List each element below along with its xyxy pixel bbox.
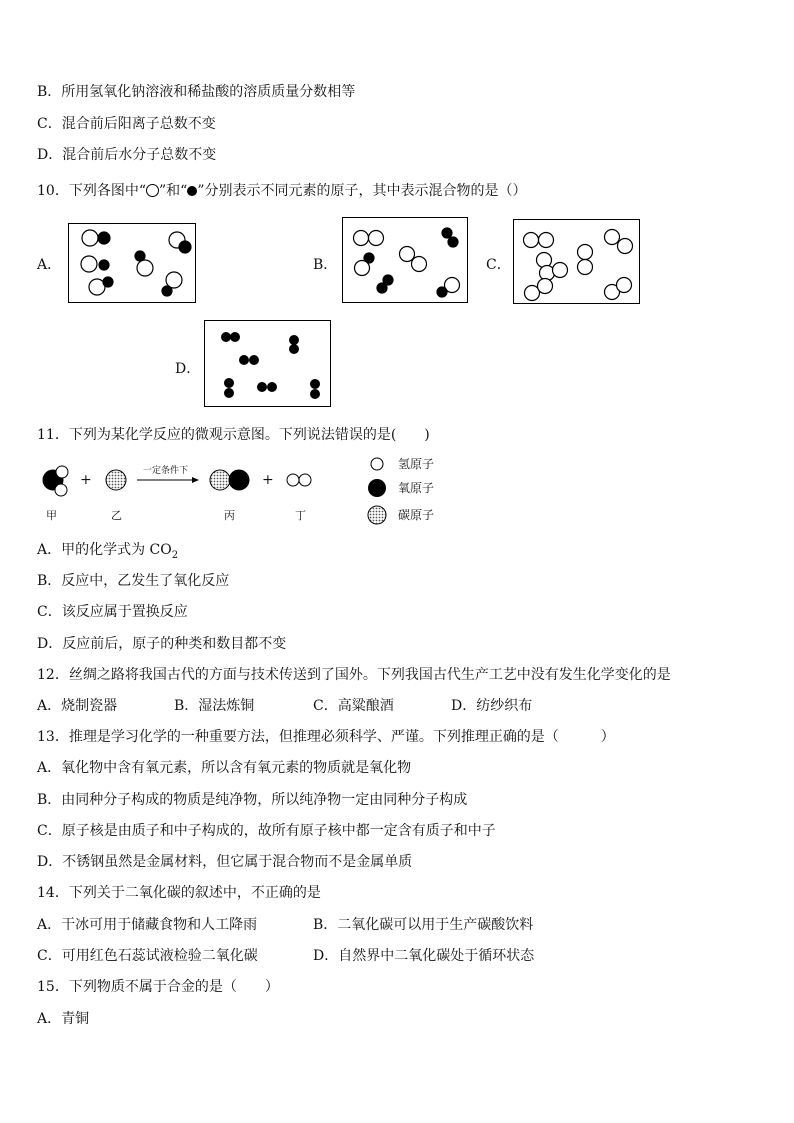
- q10-label-b: B．: [313, 257, 338, 273]
- q11-plus-2: +: [262, 472, 274, 488]
- q14-option-c: C．可用红色石蕊试液检验二氧化碳: [37, 948, 258, 964]
- legend-oxygen-icon: [368, 479, 386, 497]
- q13-option-c: C．原子核是由质子和中子构成的，故所有原子核中都一定含有质子和中子: [37, 823, 496, 839]
- q11-caption-bing: 丙: [224, 509, 235, 522]
- q14-stem: 14．下列关于二氧化碳的叙述中，不正确的是: [37, 885, 321, 901]
- q13-option-d: D．不锈钢虽然是金属材料，但它属于混合物而不是金属单质: [37, 854, 413, 870]
- q12-option-d: D．纺纱织布: [451, 698, 533, 714]
- q9-option-c: C．混合前后阳离子总数不变: [37, 116, 216, 132]
- q11-option-b: B．反应中，乙发生了氧化反应: [37, 573, 230, 589]
- legend-carbon-label: 碳原子: [398, 508, 435, 522]
- q15-stem: 15．下列物质不属于合金的是（ ）: [37, 979, 279, 995]
- q9-option-b: B．所用氢氧化钠溶液和稀盐酸的溶质质量分数相等: [37, 84, 356, 100]
- q10-figure-b-atoms: [343, 218, 469, 304]
- molecule-bing: [210, 470, 249, 490]
- q10-figure-a-atoms: [69, 224, 197, 304]
- q11-option-a-subscript: 2: [171, 549, 179, 561]
- q15-option-a: A．青铜: [37, 1011, 90, 1027]
- legend-carbon-icon: [368, 506, 386, 524]
- q10-figure-a: [68, 223, 196, 303]
- q11-caption-ding: 丁: [295, 509, 306, 522]
- q10-figure-c: [513, 219, 640, 304]
- legend-hydrogen-icon: [371, 458, 383, 470]
- q10-label-c: C．: [486, 257, 511, 273]
- legend-hydrogen-label: 氢原子: [398, 457, 435, 471]
- q9-option-d: D．混合前后水分子总数不变: [37, 147, 217, 163]
- q12-option-c: C．高粱酿酒: [313, 698, 394, 714]
- white-atom-icon: [146, 184, 159, 197]
- q11-reaction-diagram: [0, 450, 794, 530]
- q10-stem: [37, 182, 526, 200]
- q10-figure-d-atoms: [205, 321, 332, 408]
- q10-figure-b: [342, 217, 468, 303]
- q10-label-a: A．: [37, 257, 62, 273]
- q11-option-d: D．反应前后，原子的种类和数目都不变: [37, 636, 287, 652]
- q10-stem-part-2: ”和“: [158, 183, 188, 199]
- q13-option-a: A．氧化物中含有氧元素，所以含有氧元素的物质就是氧化物: [37, 760, 412, 776]
- molecule-jia: [43, 466, 68, 496]
- q12-stem: 12．丝绸之路将我国古代的方面与技术传送到了国外。下列我国古代生产工艺中没有发生化学变化的是: [37, 667, 671, 683]
- q10-figure-d: [204, 320, 331, 407]
- q10-figure-c-atoms: [514, 220, 641, 305]
- q14-option-d: D．自然界中二氧化碳处于循环状态: [313, 948, 535, 964]
- molecule-ding: [287, 474, 311, 486]
- q12-option-b: B．湿法炼铜: [174, 698, 255, 714]
- q12-option-a: A．烧制瓷器: [37, 698, 118, 714]
- q11-option-c: C．该反应属于置换反应: [37, 604, 188, 620]
- q11-arrow-condition: 一定条件下: [143, 466, 189, 476]
- q11-caption-yi: 乙: [111, 509, 122, 522]
- legend-oxygen-label: 氧原子: [398, 481, 435, 495]
- q11-option-a: [37, 541, 178, 565]
- q10-stem-part-1: 10．下列各图中“: [37, 183, 146, 199]
- molecule-yi: [106, 470, 126, 490]
- q11-option-a-text: A．甲的化学式为 CO: [37, 542, 172, 558]
- q14-option-a: A．干冰可用于储藏食物和人工降雨: [37, 917, 258, 933]
- black-atom-icon: [187, 186, 197, 196]
- q11-plus-1: +: [80, 472, 92, 488]
- q14-option-b: B．二氧化碳可以用于生产碳酸饮料: [313, 917, 534, 933]
- q13-option-b: B．由同种分子构成的物质是纯净物，所以纯净物一定由同种分子构成: [37, 792, 468, 808]
- q10-label-d: D．: [175, 361, 201, 377]
- q11-caption-jia: 甲: [46, 509, 57, 522]
- q13-stem: 13．推理是学习化学的一种重要方法，但推理必须科学、严谨。下列推理正确的是（ ）: [37, 729, 615, 745]
- q11-stem: 11．下列为某化学反应的微观示意图。下列说法错误的是( ): [37, 427, 430, 443]
- q10-stem-part-3: ”分别表示不同元素的原子，其中表示混合物的是（）: [197, 183, 527, 199]
